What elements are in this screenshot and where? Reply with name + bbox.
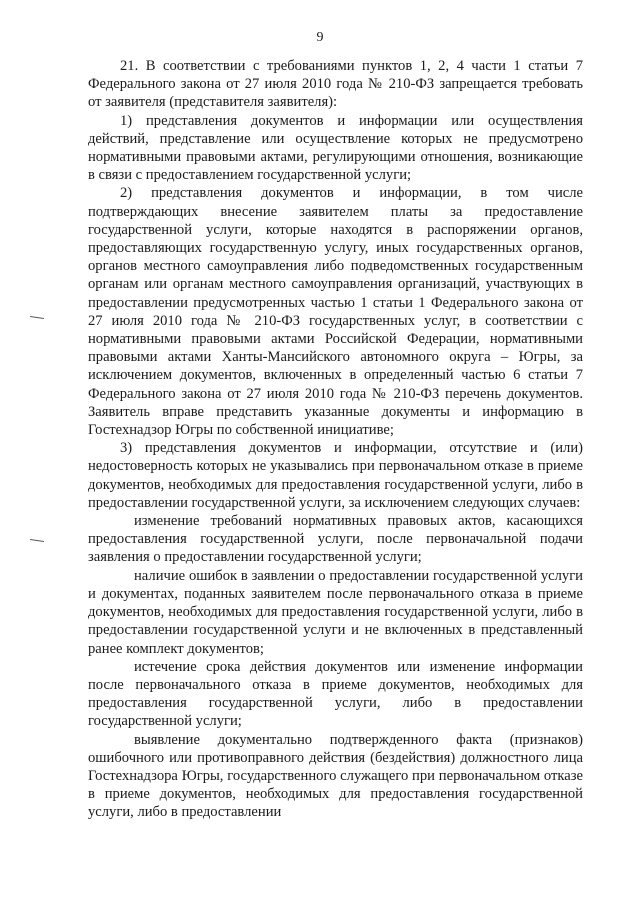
margin-mark — [30, 539, 44, 542]
page-number: 9 — [316, 30, 324, 45]
paragraph-clause-21: 21. В соответствии с требованиями пунктов 1, 2, 4 части 1 статьи 7 Федерального закона от 27 июля 2010 года № 210-ФЗ запрещается требовать от заявителя (представителя заявителя): — [88, 58, 583, 111]
paragraph-case-errors: наличие ошибок в заявлении о предоставлении государственной услуги и документах, поданных заявителем после первоначального отказа в приеме документов, необходимых для предоставления государственной услуги, либо в предоставлении государственной услуги и не включенных в представленный ранее комплект документов; — [88, 567, 583, 657]
paragraph-item-3: 3) представления документов и информации, отсутствие и (или) недостоверность которых не указывались при первоначальном отказе в приеме документов, необходимых для предоставления государственной услуги, либо в предоставлении государственной услуги, за исключением следующих случаев: — [88, 440, 583, 511]
paragraph-case-requirements-change: изменение требований нормативных правовых актов, касающихся предоставления государственной услуги, после первоначальной подачи заявления о предоставлении государственной услуги; — [88, 513, 583, 566]
paragraph-item-2: 2) представления документов и информации, в том числе подтверждающих внесение заявителем платы за предоставление государственной услуги, которые находятся в распоряжении органов, предоставляющих государственную услугу, иных государственных органов, органов местного самоуправления либо подведомственных государственным органам или органам местного самоуправления организаций, участвующих в предоставлении предусмотренных частью 1 статьи 1 Федерального закона от 27 июля 2010 года № 210-ФЗ государственных услуг, в соответствии с нормативными правовыми актами Российской Федерации, нормативными правовыми актами Ханты-Мансийского автономного округа – Югры, за исключением документов, включенных в определенный частью 6 статьи 7 Федерального закона от 27 июля 2010 года № 210-ФЗ перечень документов. Заявитель вправе представить указанные документы и информацию в Гостехнадзор Югры по собственной инициативе; — [88, 185, 583, 439]
paragraph-item-1: 1) представления документов и информации или осуществления действий, представление или осуществление которых не предусмотрено нормативными правовыми актами, регулирующими отношения, возникающие в связи с предоставлением государственной услуги; — [88, 112, 583, 184]
document-body — [88, 57, 583, 822]
margin-mark — [30, 316, 44, 319]
paragraph-case-expiry: истечение срока действия документов или изменение информации после первоначального отказа в приеме документов, необходимых для предоставления государственной услуги, либо в предоставлении государственной услуги; — [88, 658, 583, 730]
paragraph-case-misconduct: выявление документально подтвержденного факта (признаков) ошибочного или противоправного действия (бездействия) должностного лица Гостехнадзора Югры, государственного служащего при первоначальном отказе в приеме документов, необходимых для предоставления государственной услуги, либо в предоставлении — [88, 731, 583, 821]
